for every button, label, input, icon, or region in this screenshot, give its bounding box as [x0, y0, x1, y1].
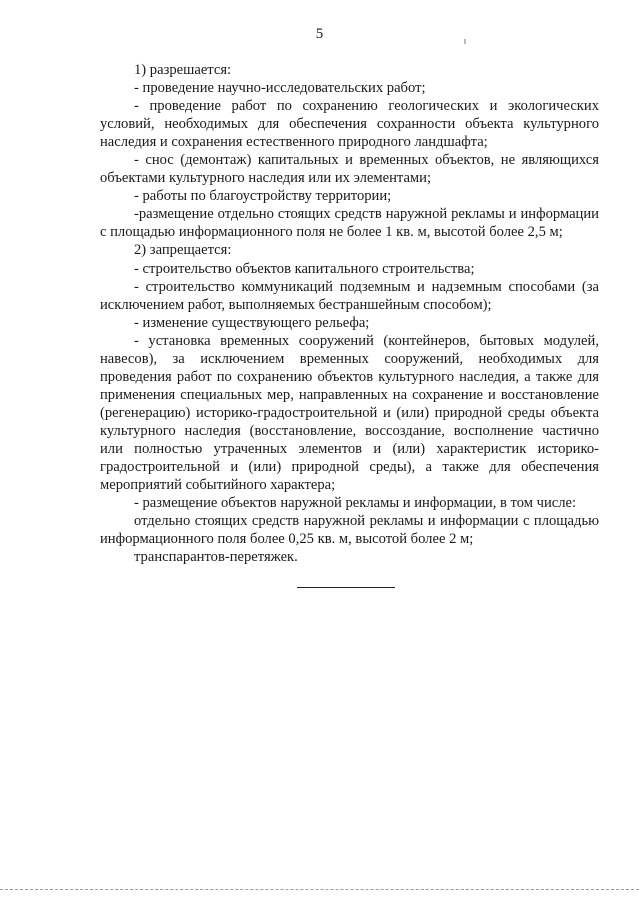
paragraph-advertising-prohibited: - размещение объектов наружной рекламы и информации, в том числе:: [134, 495, 577, 512]
page-bottom-edge: [0, 889, 639, 890]
paragraph-permitted-heading: 1) разрешается:: [134, 62, 232, 78]
paragraph-demolition: - снос (демонтаж) капитальных и временных объектов, не являющихся объектами культурного наследия или их элементами;: [100, 152, 599, 187]
paragraph-prohibited-heading: 2) запрещается:: [134, 242, 232, 259]
paragraph-terrain-change: - изменение существующего рельефа;: [134, 314, 370, 331]
paragraph-advertising-permitted: -размещение отдельно стоящих средств наружной рекламы и информации с площадью информационного поля не более 1 кв. м, высотой более 2,5 м;: [100, 206, 599, 241]
closing-divider: [297, 587, 395, 588]
page-number: 5: [315, 26, 324, 42]
document-body: [100, 61, 599, 566]
paragraph-banners: транспарантов-перетяжек.: [134, 549, 298, 566]
paragraph-geological-conservation: - проведение работ по сохранению геологических и экологических условий, необходимых для обеспечения сохранности объекта культурного наследия и сохранения естественного природного ландшафта;: [100, 98, 599, 151]
paragraph-temporary-structures: - установка временных сооружений (контейнеров, бытовых модулей, навесов), за исключением временных сооружений, необходимых для проведения работ по сохранению объектов культурного наследия, а также для применения специальных мер, направленных на сохранение и восстановление (регенерацию) историко-градостроительной и (или) природной среды объекта культурного наследия (восстановление, воссоздание, восполнение частично или полностью утраченных элементов и (или) характеристик историко-градостроительной и (или) природной среды), а также для обеспечения мероприятий событийного характера;: [100, 332, 599, 494]
paragraph-capital-construction: - строительство объектов капитального строительства;: [134, 260, 475, 277]
paragraph-freestanding-ads: отдельно стоящих средств наружной рекламы и информации с площадью информационного поля более 0,25 кв. м, высотой более 2 м;: [100, 513, 599, 548]
paragraph-utilities-construction: - строительство коммуникаций подземным и надземным способами (за исключением работ, выполняемых бестраншейным способом);: [100, 278, 599, 313]
paragraph-research-works: - проведение научно-исследовательских работ;: [134, 80, 426, 97]
scan-artifact: [464, 39, 466, 44]
paragraph-landscaping: - работы по благоустройству территории;: [134, 188, 392, 205]
